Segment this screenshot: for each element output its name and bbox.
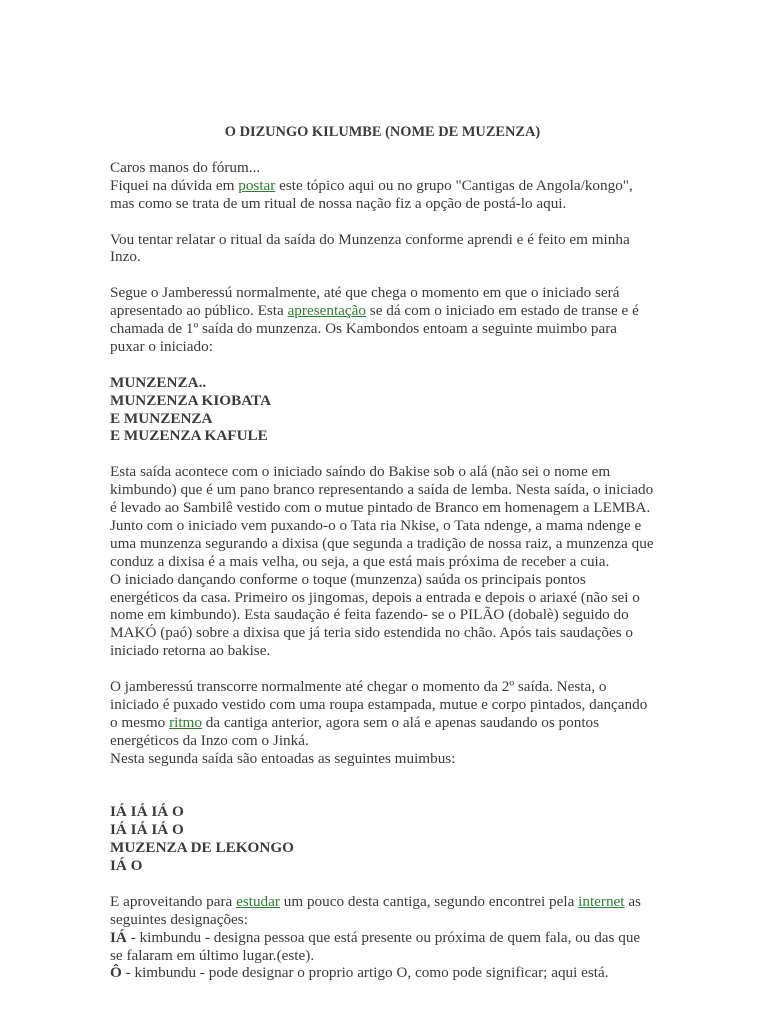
intro-text-after-link: este tópico aqui ou no grupo "Cantigas de Angola/kongo", mas como se trata de um ritual de nossa nação fiz a opção de postá-lo aqui. bbox=[110, 176, 633, 212]
definition-term: Ô bbox=[110, 964, 122, 982]
document-page bbox=[110, 124, 655, 982]
paragraph-estudo bbox=[110, 893, 655, 929]
document-title: O DIZUNGO KILUMBE (NOME DE MUZENZA) bbox=[224, 124, 541, 140]
estudo-text-part3: as seguintes designações: bbox=[110, 892, 641, 928]
link-ritmo[interactable]: ritmo bbox=[169, 713, 202, 731]
link-postar[interactable]: postar bbox=[238, 176, 276, 194]
paragraph-relato: Vou tentar relatar o ritual da saída do Munzenza conforme aprendi e é feito em minha Inzo. bbox=[110, 230, 630, 266]
spacer bbox=[110, 768, 655, 804]
definition-ia bbox=[110, 929, 655, 965]
definition-text: - kimbundu - designa pessoa que está presente ou próxima de quem fala, ou das que se falaram em último lugar.(este). bbox=[110, 928, 641, 964]
link-estudar[interactable]: estudar bbox=[236, 892, 280, 910]
estudo-text-part2: um pouco desta cantiga, segundo encontrei pela bbox=[279, 892, 579, 910]
jamberessu-text-after-link: se dá com o iniciado em estado de transe e é chamada de 1º saída do munzenza. Os Kambondos entoam a seguinte muimbo para puxar o iniciado: bbox=[110, 302, 639, 355]
segunda-saida-text-after-link: da cantiga anterior, agora sem o alá e apenas saudando os pontos energéticos da Inzo com o Jinká. bbox=[110, 713, 600, 749]
link-apresentacao[interactable]: apresentação bbox=[287, 302, 366, 320]
paragraph-muimbus-intro: Nesta segunda saída são entoadas as seguintes muimbus: bbox=[110, 749, 456, 767]
intro-text-before-link: Fiquei na dúvida em bbox=[110, 176, 239, 194]
jamberessu-text-before-link: Segue o Jamberessú normalmente, até que chega o momento em que o iniciado será apresentado ao público. Esta bbox=[110, 284, 620, 320]
song-line: IÁ IÁ IÁ O bbox=[110, 821, 184, 839]
segunda-saida-text-before-link: O jamberessú transcorre normalmente até chegar o momento da 2º saída. Nesta, o iniciado é puxado vestido com uma roupa estampada, mutue e corpo pintados, dançando o mesmo bbox=[110, 678, 648, 731]
song-line: MUNZENZA KIOBATA bbox=[110, 391, 272, 409]
paragraph-jamberessu bbox=[110, 284, 655, 356]
song-line: E MUNZENZA bbox=[110, 409, 213, 427]
song-line: IÁ O bbox=[110, 857, 143, 875]
definition-text: - kimbundu - pode designar o proprio artigo O, como pode significar; aqui está. bbox=[121, 964, 609, 982]
intro-greeting: Caros manos do fórum... bbox=[110, 158, 261, 176]
song-line: E MUZENZA KAFULE bbox=[110, 427, 268, 445]
paragraph-primeira-saida: Esta saída acontece com o iniciado saíndo do Bakise sob o alá (não sei o nome em kimbundo) que é um pano branco representando a saída de lemba. Nesta saída, o iniciado é levado ao Sambilê vestido com o mutue pintado de Branco em homenagem a LEMBA. Junto com o iniciado vem puxando-o o Tata ria Nkise, o Tata ndenge, a mama ndenge e uma munzenza segurando a dixisa (que segunda a tradição de nossa raiz, a munzenza que conduz a dixisa é a mais velha, ou seja, a que está mais próxima de receber a cuia. bbox=[110, 463, 654, 570]
song-munzenza bbox=[110, 374, 655, 446]
song-lekongo bbox=[110, 803, 655, 875]
link-internet[interactable]: internet bbox=[578, 892, 625, 910]
paragraph-segunda-saida bbox=[110, 678, 655, 750]
song-line: MUNZENZA.. bbox=[110, 373, 207, 391]
estudo-text-part1: E aproveitando para bbox=[110, 892, 237, 910]
definition-term: IÁ bbox=[110, 928, 127, 946]
paragraph-saudacao: O iniciado dançando conforme o toque (munzenza) saúda os principais pontos energéticos da casa. Primeiro os jingomas, depois a entrada e depois o ariaxé (não sei o nome em kimbundo). Esta saudação é feita fazendo- se o PILÃO (dobalè) seguido do MAKÓ (paó) sobre a dixisa que já teria sido estendida no chão. Após tais saudações o iniciado retorna ao bakise. bbox=[110, 570, 640, 660]
song-line: MUZENZA DE LEKONGO bbox=[110, 839, 294, 857]
paragraph-intro bbox=[110, 159, 655, 213]
song-line: IÁ IÁ IÁ O bbox=[110, 803, 184, 821]
definition-o bbox=[110, 964, 655, 982]
